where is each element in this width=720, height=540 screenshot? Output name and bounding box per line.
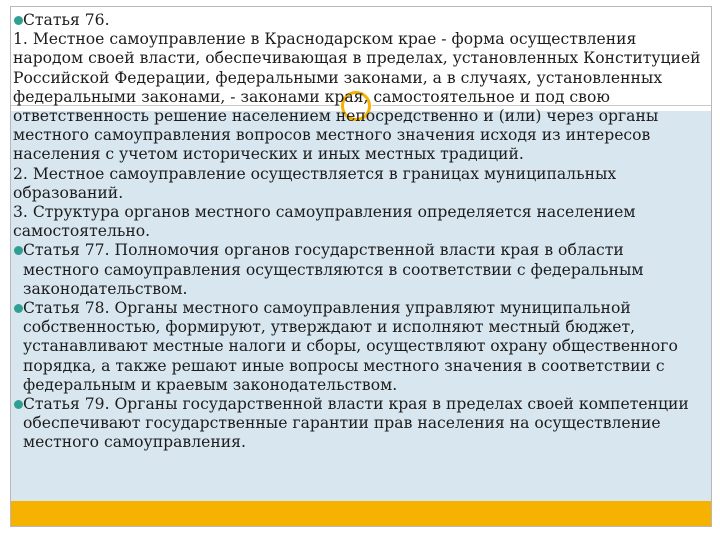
paragraph-article-77 xyxy=(13,241,703,299)
slide-body xyxy=(13,11,703,453)
paragraph-article-76-part-3 xyxy=(13,203,703,241)
paragraph-text: 2. Местное самоуправление осуществляется в границах муниципальных образований. xyxy=(13,164,617,202)
paragraph-text: Статья 76. xyxy=(23,11,110,29)
paragraph-text: 3. Структура органов местного самоуправления определяется населением самостоятельно. xyxy=(13,203,636,241)
paragraph-text: 1. Местное самоуправление в Краснодарском крае - форма осуществления народом своей власти, обеспечивающая в пределах, установленных Конституцией Российской Федерации, федеральными законами, а в случаях, установленных федеральными законами, - законами края, самостоятельное и под свою ответственность решение населением непосредственно и (или) через органы местного самоуправления вопросов местного значения исходя из интересов населения с учетом исторических и иных местных традиций. xyxy=(13,30,701,164)
paragraph-article-76-heading xyxy=(13,11,703,30)
paragraph-article-76-part-2 xyxy=(13,165,703,203)
paragraph-article-76-part-1 xyxy=(13,30,703,164)
paragraph-text: Статья 78. Органы местного самоуправления управляют муниципальной собственностью, формируют, утверждают и исполняют местный бюджет, устанавливают местные налоги и сборы, осуществляют охрану общественного порядка, а также решают иные вопросы местного значения в соответствии с федеральным и краевым законодательством. xyxy=(23,299,678,394)
bullet-icon xyxy=(14,304,23,313)
paragraph-text: Статья 79. Органы государственной власти края в пределах своей компетенции обеспечивают государственные гарантии прав населения на осуществление местного самоуправления. xyxy=(23,395,689,452)
paragraph-article-79 xyxy=(13,395,703,453)
bullet-icon xyxy=(14,16,23,25)
paragraph-article-78 xyxy=(13,299,703,395)
paragraph-text: Статья 77. Полномочия органов государственной власти края в области местного самоуправления осуществляются в соответствии с федеральным законодательством. xyxy=(23,241,644,298)
bullet-icon xyxy=(14,246,23,255)
slide-footer-band xyxy=(11,501,711,526)
bullet-icon xyxy=(14,400,23,409)
